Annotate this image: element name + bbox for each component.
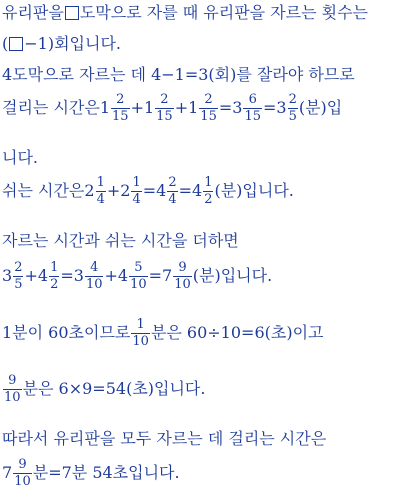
numerator: 2 xyxy=(168,175,177,190)
fraction xyxy=(13,261,23,291)
whole-number: 1 xyxy=(99,98,111,118)
denominator: 15 xyxy=(244,108,261,124)
denominator: 15 xyxy=(156,108,173,124)
numerator: 2 xyxy=(160,92,169,107)
fraction xyxy=(243,93,262,123)
operator: +2 xyxy=(106,181,131,201)
line-11 xyxy=(2,431,326,447)
line-6 xyxy=(2,176,294,206)
operator: +4 xyxy=(24,266,49,286)
line-3-text: 4도막으로 자르는 데 4−1=3(회)를 잘라야 하므로 xyxy=(2,65,355,84)
operator: +1 xyxy=(174,98,199,118)
denominator: 2 xyxy=(204,191,213,207)
numerator: 2 xyxy=(204,92,213,107)
operator: =4 xyxy=(142,181,167,201)
fraction xyxy=(199,93,218,123)
operator: =3 xyxy=(218,98,243,118)
denominator: 2 xyxy=(50,276,59,292)
fraction xyxy=(129,261,148,291)
operator: =7 xyxy=(148,266,173,286)
operator: +4 xyxy=(104,266,129,286)
line-8 xyxy=(2,261,272,291)
line-4 xyxy=(2,93,342,123)
fraction xyxy=(49,261,59,291)
denominator: 10 xyxy=(4,389,21,405)
blank-square-icon xyxy=(65,6,79,20)
numerator: 1 xyxy=(132,175,141,190)
line-6-pre: 쉬는 시간은 xyxy=(2,181,85,201)
numerator: 6 xyxy=(248,92,257,107)
whole-number: 3 xyxy=(2,266,13,286)
line-4-pre: 걸리는 시간은 xyxy=(2,98,100,118)
fraction xyxy=(13,458,32,488)
numerator: 1 xyxy=(136,317,145,332)
fraction xyxy=(3,374,22,404)
numerator: 2 xyxy=(116,92,125,107)
line-5-text: 니다. xyxy=(2,148,38,167)
line-11-text: 따라서 유리판을 모두 자르는 데 걸리는 시간은 xyxy=(2,429,327,448)
line-10 xyxy=(2,374,205,404)
line-10-post: 분은 6×9=54(초)입니다. xyxy=(22,379,206,399)
numerator: 1 xyxy=(204,175,213,190)
line-9-post: 분은 60÷10=6(초)이고 xyxy=(150,323,324,343)
denominator: 4 xyxy=(168,191,177,207)
line-5 xyxy=(2,150,38,166)
operator: =3 xyxy=(262,98,287,118)
fraction xyxy=(167,176,177,206)
fraction xyxy=(96,176,106,206)
whole-number: 7 xyxy=(2,463,13,483)
blank-square-icon xyxy=(9,37,23,51)
line-8-post: (분)입니다. xyxy=(192,266,273,286)
denominator: 4 xyxy=(96,191,105,207)
line-1 xyxy=(2,5,368,21)
numerator: 9 xyxy=(8,373,17,388)
fraction xyxy=(203,176,213,206)
fraction xyxy=(155,93,174,123)
line-7-text: 자르는 시간과 쉬는 시간을 더하면 xyxy=(2,231,239,250)
line-3 xyxy=(2,67,355,83)
line-2 xyxy=(2,36,121,52)
numerator: 1 xyxy=(50,260,59,275)
line-12-post: 분=7분 54초입니다. xyxy=(32,463,180,483)
operator: =4 xyxy=(178,181,203,201)
numerator: 2 xyxy=(14,260,23,275)
denominator: 10 xyxy=(14,473,31,489)
denominator: 10 xyxy=(132,333,149,349)
fraction xyxy=(111,93,130,123)
whole-number: 2 xyxy=(84,181,95,201)
denominator: 15 xyxy=(200,108,217,124)
line-4-post: (분)입 xyxy=(298,98,343,118)
line-7 xyxy=(2,233,239,249)
line-2-rest: −1)회입니다. xyxy=(24,34,121,53)
line-1-text-b: 도막으로 자를 때 유리판을 자르는 횟수는 xyxy=(79,3,369,22)
line-1-text-a: 유리판을 xyxy=(2,3,64,22)
denominator: 5 xyxy=(288,108,297,124)
line-2-open: ( xyxy=(2,34,9,53)
line-12 xyxy=(2,458,180,488)
fraction xyxy=(85,261,104,291)
fraction xyxy=(288,93,298,123)
denominator: 4 xyxy=(132,191,141,207)
numerator: 4 xyxy=(90,260,99,275)
fraction xyxy=(173,261,192,291)
denominator: 5 xyxy=(14,276,23,292)
line-6-post: (분)입니다. xyxy=(214,181,294,201)
denominator: 10 xyxy=(174,276,191,292)
numerator: 9 xyxy=(178,260,187,275)
line-9 xyxy=(2,318,323,348)
fraction xyxy=(131,176,141,206)
operator: =3 xyxy=(60,266,84,286)
denominator: 10 xyxy=(130,276,147,292)
numerator: 1 xyxy=(96,175,105,190)
numerator: 9 xyxy=(18,457,27,472)
denominator: 15 xyxy=(112,108,129,124)
fraction xyxy=(131,318,150,348)
numerator: 5 xyxy=(134,260,143,275)
operator: +1 xyxy=(130,98,155,118)
line-9-pre: 1분이 60초이므로 xyxy=(2,323,131,343)
denominator: 10 xyxy=(85,276,103,292)
numerator: 2 xyxy=(288,92,297,107)
